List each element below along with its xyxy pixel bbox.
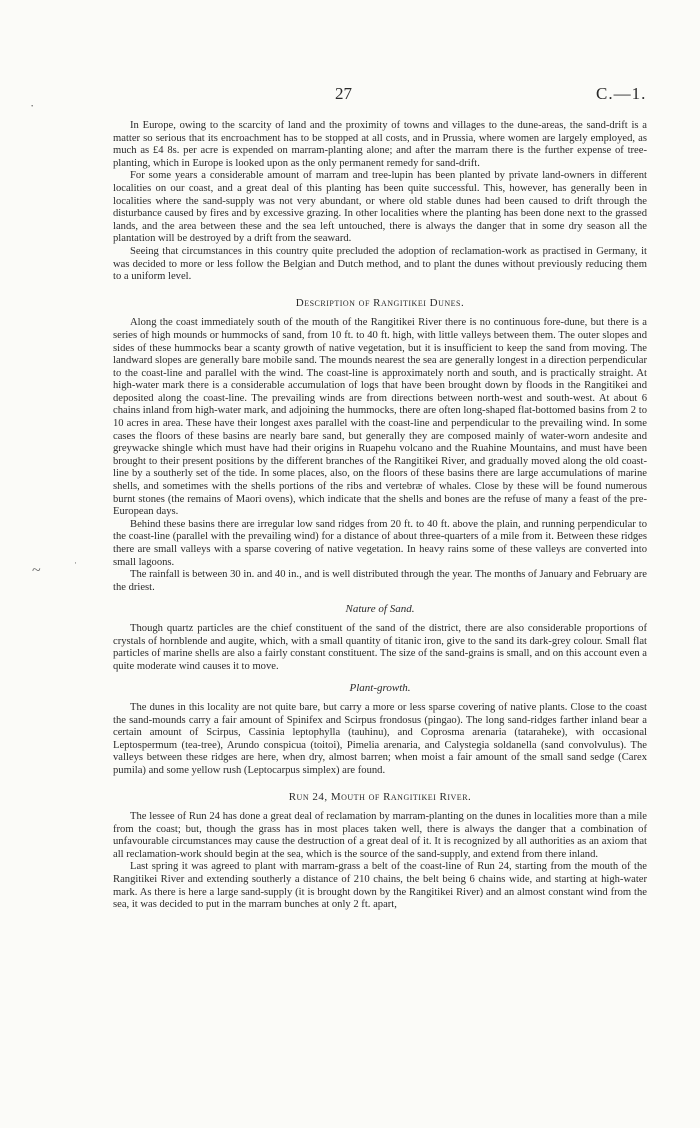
paragraph: Last spring it was agreed to plant with marram-grass a belt of the coast-line of Run 24, starting from the mouth of the Rangitikei River and extending southerly a distance of 210 chains, the belt being 6 chains wide, and starting at high-water mark. As there is here a large sand-supply (it is brought down by the Rangitikei River) and an almost constant wind from the sea, it was decided to put in the marram bunches at only 2 ft. apart, (113, 861, 647, 911)
paragraph: The dunes in this locality are not quite bare, but carry a more or less sparse covering of native plants. Close to the coast the sand-mounds carry a fair amount of Spinifex and Scirpus frondosus (pingao). The long sand-ridges farther inland bear a certain amount of Scirpus, Cassinia leptophylla (tauhinu), and Coprosma arenaria (tataraheke), with occasional Leptospermum (tea-tree), Arundo conspicua (toitoi), Pimelia arenaria, and Calystegia soldanella (sand convolvulus). The valleys between these ridges are here, when dry, almost barren; when moist a fair amount of the small sand sedge (Carex pumila) and some yellow rush (Leptocarpus simplex) are found. (113, 701, 647, 776)
paragraph: Behind these basins there are irregular low sand ridges from 20 ft. to 40 ft. above the plain, and running perpendicular to the coast-line (parallel with the prevailing wind) for a distance of about three-quarters of a mile from it. Between these ridges there are small valleys with a sparse covering of native vegetation. In heavy rains some of these valleys are converted into small lagoons. (113, 518, 647, 568)
document-body (113, 120, 647, 912)
section-nature-of-sand (113, 603, 647, 673)
section-subheading: Nature of Sand. (345, 603, 415, 616)
section-plant-growth (113, 682, 647, 777)
section-dunes-description (113, 297, 647, 595)
intro-section (113, 120, 647, 284)
section-subheading: Plant-growth. (349, 682, 411, 695)
page-number: 27 (335, 84, 352, 103)
paragraph: For some years a considerable amount of marram and tree-lupin has been planted by private land-owners in different localities on our coast, and a great deal of this planting has been quite successful. This, however, has generally been in localities where the sand-supply was not very abundant, or where old stable dunes had been caused to drift through the disturbance caused by fires and by excessive grazing. In other localities where the planting has been done next to the grassed lands, and the area between these and the sea left untouched, there is always the danger that in some dry season all the plantation will be destroyed by a drift from the seaward. (113, 170, 647, 245)
section-run-24 (113, 791, 647, 912)
paragraph: The rainfall is between 30 in. and 40 in., and is well distributed through the year. The months of January and February are the driest. (113, 569, 647, 593)
paragraph: The lessee of Run 24 has done a great deal of reclamation by marram-planting on the dunes in localities more than a mile from the coast; but, though the grass has in most places taken well, there is always the danger that a combination of unfavourable circumstances may cause the destruction of a great deal of it. It is recognized by all authorities as an axiom that all reclamation-work should begin at the sea, which is the source of the sand-supply, and extend from there inland. (113, 811, 647, 860)
paragraph: Though quartz particles are the chief constituent of the sand of the district, there are also considerable proportions of crystals of hornblende and augite, which, with a small quantity of titanic iron, give to the sand its dark-grey colour. Small flat particles of marine shells are also a fairly constant constituent. The size of the sand-grains is small, and on this account even a quite moderate wind causes it to move. (113, 622, 647, 672)
paragraph: Along the coast immediately south of the mouth of the Rangitikei River there is no continuous fore-dune, but there is a series of high mounds or hummocks of sand, from 10 ft. to 40 ft. high, with little valleys between them. The outer slopes and sides of these hummocks bear a scanty growth of native vegetation, but it is insufficient to keep the sand from moving. The landward slopes are generally bare mobile sand. The mounds nearest the sea are generally longest in a direction perpendicular to the coast-line and parallel with the wind. The coast-line is approximately north and south, and is practically straight. At high-water mark there is a considerable accumulation of logs that have been brought down by floods in the Rangitikei and deposited along the coast-line. The prevailing winds are from directions between north-west and south-west. At about 6 chains inland from high-water mark, and adjoining the hummocks, there are often long-shaped flat-bottomed basins from 2 to 10 acres in area. These have their longest axes parallel with the coast-line and perpendicular to the prevailing wind. In some cases the floors of these basins are nearly bare sand, but generally they are composed mainly of water-worn andesite and greywacke shingle which must have had their origins in Ruapehu volcano and the Ruahine Mountains, and must have been brought to their present positions by the different branches of the Rangitikei River, and gradually moved along the old coast-line by a southerly set of the tide. In some places, also, on the floors of these basins there are large accumulations of marine shells, and sometimes with the shells portions of the ribs and vertebræ of whales. Close by these will be found numerous burnt stones (the remains of Maori ovens), which indicate that the shells and bones are the refuse of many a feast of the pre-European days. (113, 317, 647, 518)
margin-mark: ~ (32, 562, 41, 579)
section-heading: Description of Rangitikei Dunes. (295, 296, 465, 309)
paragraph: Seeing that circumstances in this country quite precluded the adoption of reclamation-work as practised in Germany, it was decided to more or less follow the Belgian and Dutch method, and to plant the dunes without previously reducing them to a uniform level. (113, 245, 647, 283)
margin-mark: · (30, 98, 35, 113)
margin-mark: · (74, 558, 77, 568)
document-reference: C.—1. (596, 84, 647, 103)
paragraph: In Europe, owing to the scarcity of land and the proximity of towns and villages to the dune-areas, the sand-drift is a matter so serious that its encroachment has to be stopped at all costs, and in Prussia, where women are largely employed, as much as £4 8s. per acre is expended on marram-planting alone; and after the marram there is the further expense of tree-planting, which in Europe is looked upon as the only permanent remedy for sand-drift. (113, 120, 647, 169)
section-heading: Run 24, Mouth of Rangitikei River. (288, 790, 472, 803)
page-header (0, 84, 700, 104)
